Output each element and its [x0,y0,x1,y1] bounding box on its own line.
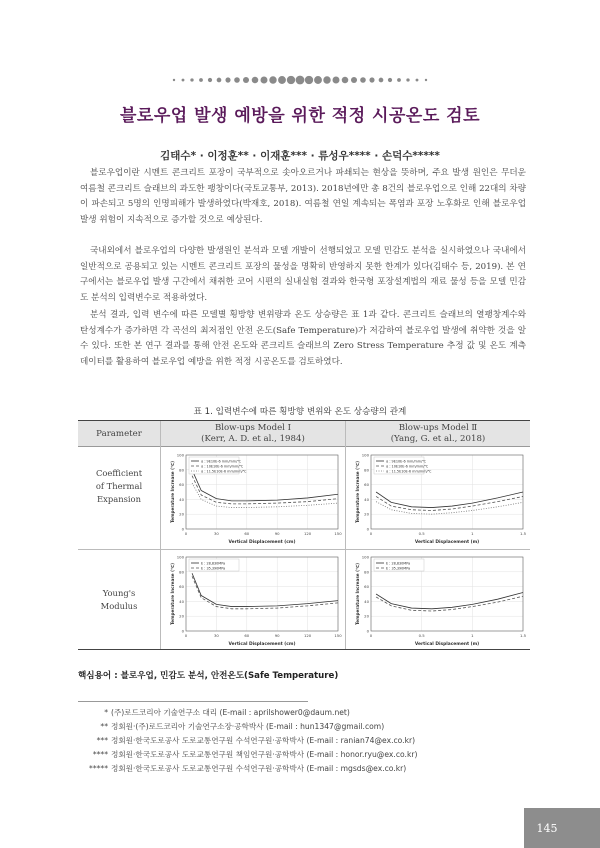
legend-label: α : 9E10E-6 mm/mm/℃ [386,459,427,464]
y-tick-label: 0 [366,526,369,532]
x-tick-label: 0 [369,633,373,638]
author-footnotes [78,706,417,776]
header-model-2 [345,421,530,447]
decorative-dot [351,77,357,83]
footnote-text: 정회원·한국도로공사 도로교통연구원 책임연구원·공학박사 (E-mail : honor.ryu@ex.co.kr) [111,750,418,759]
decorative-dot [225,77,230,82]
footnote-text: 정회원·한국도로공사 도로교통연구원 수석연구원·공학박사 (E-mail : ranian74@ex.co.kr) [111,736,416,745]
header-parameter: Parameter [96,429,142,439]
legend-label: α : 11.5E10E-6 mm/mm/℃ [201,469,247,474]
model-2-reference: (Yang, G. et al., 2018) [390,434,486,444]
x-tick-label: 120 [303,633,312,638]
y-tick-label: 40 [179,598,184,604]
decorative-dot [416,79,419,82]
x-tick-label: 1 [471,531,474,536]
decorative-dot [252,77,259,84]
y-tick-label: 100 [176,452,184,458]
author-list: 김태수* · 이정훈** · 이재훈*** · 류성우**** · 손덕수***** [160,150,440,162]
row-label-line: Coefficient [95,468,143,478]
decorative-dot [208,78,212,82]
decorative-dot [379,78,384,83]
footnote-mark: *** [96,736,108,745]
x-axis-label: Vertical Displacement (cm) [228,540,296,545]
series-line [192,483,338,507]
legend-label: E : 28,830MPa [201,561,226,566]
y-axis-label: Temperature Increase (℃) [170,460,175,524]
decorative-dot [323,76,330,83]
row-label-line: Expansion [97,494,141,504]
footnote-item [78,720,417,734]
decorative-dot [278,76,286,84]
legend-label: α : 11.5E10E-6 mm/mm/℃ [386,469,432,474]
y-tick-label: 20 [364,511,369,517]
decorative-dot [342,77,349,84]
x-tick-label: 150 [334,633,342,638]
y-tick-label: 60 [364,482,369,488]
row-label-thermal-expansion [78,467,160,506]
x-tick-label: 1 [471,633,474,638]
decorative-dot [406,78,409,81]
y-tick-label: 0 [181,628,184,634]
decorative-dot [190,78,193,81]
x-tick-label: 0 [184,531,188,536]
decorative-dot [305,76,313,84]
plot-model2-thermal-expansion [349,449,527,547]
y-tick-label: 40 [364,496,369,502]
y-tick-label: 80 [179,467,184,473]
decorative-dot [261,77,268,84]
y-tick-label: 100 [361,554,369,560]
column-divider [345,447,346,649]
x-tick-label: 0 [184,633,188,638]
legend-label: E : 35,390MPa [386,566,411,571]
y-tick-label: 40 [179,496,184,502]
y-axis-label: Temperature Increase (℃) [170,562,175,626]
decorative-dot [369,77,374,82]
keywords: 핵심용어 : 블로우업, 민감도 분석, 안전온도(Safe Temperature) [78,671,339,681]
row-label-youngs-modulus [78,587,160,613]
legend-label: α : 9E10E-6 mm/mm/℃ [201,459,242,464]
legend-label: E : 28,830MPa [386,561,411,566]
decorative-dot-row [0,74,600,86]
footnote-text: (주)로드코리아 기술연구소 대리 (E-mail : aprilshower0@daum.net) [111,708,350,717]
decorative-dot [333,77,340,84]
y-tick-label: 60 [179,584,184,590]
legend-label: E : 35,390MPa [201,566,226,571]
y-tick-label: 100 [176,554,184,560]
footnote-item [78,734,417,748]
y-tick-label: 20 [179,613,184,619]
decorative-dot [425,79,427,81]
decorative-dot [199,78,203,82]
header-model-1 [160,421,345,447]
y-tick-label: 20 [179,511,184,517]
decorative-dot [243,77,249,83]
decorative-dot [397,78,401,82]
y-tick-label: 0 [181,526,184,532]
y-tick-label: 80 [364,467,369,473]
x-tick-label: 0.5 [418,531,425,536]
body-paragraph-2: 국내외에서 블로우업의 다양한 발생원인 분석과 모델 개발이 선행되었고 모델 민감도 분석을 실시하였으나 국내에서 일반적으로 공용되고 있는 시멘트 콘크리트 포장의 물성을 명확히 반영하지 못한 한계가 있다(김태수 등, 2019). 본 연구에서는 블로우업 발생 구간에서 채취한 코어 시편의 실내실험 결과와 한국형 포장설계법의 재료 물성 등을 모델 민감도 분석의 입력변수로 적용하였다. [80,246,526,303]
footnote-divider [78,701,308,702]
x-tick-label: 0.5 [418,633,425,638]
plot-model2-youngs-modulus [349,551,527,649]
y-tick-label: 40 [364,598,369,604]
row-divider [78,549,530,550]
column-divider [160,447,161,649]
y-tick-label: 100 [361,452,369,458]
y-tick-label: 80 [179,569,184,575]
footnote-item [78,762,417,776]
decorative-dot [360,77,366,83]
y-tick-label: 60 [364,584,369,590]
decorative-dot [314,76,322,84]
y-tick-label: 60 [179,482,184,488]
series-line [192,470,338,501]
body-paragraph-3: 분석 결과, 입력 변수에 따른 모델별 횡방향 변위량과 온도 상승량은 표 1과 같다. 콘크리트 슬래브의 열팽창계수와 탄성계수가 증가하면 각 곡선의 최저점인 안전 온도(Safe Temperature)가 저감하여 블로우업 발생에 취약한 것을 알 수 있다. 또한 본 연구 결과를 통해 안전 온도와 콘크리트 슬래브의 Zero Stress Temperature 추정 값 및 온도 계측데이터를 활용하여 블로우업 예방을 위한 적정 시공온도를 검토하였다. [80,310,526,367]
model-1-reference: (Kerr, A. D. et al., 1984) [201,434,305,444]
decorative-dot [173,79,175,81]
y-tick-label: 20 [364,613,369,619]
decorative-dot [287,76,295,84]
footnote-text: 정회원·(주)로드코리아 기술연구소장·공학박사 (E-mail : hun1347@gmail.com) [111,722,385,731]
x-tick-label: 90 [274,633,280,638]
x-tick-label: 120 [303,531,312,536]
footnote-text: 정회원·한국도로공사 도로교통연구원 수석연구원·공학박사 (E-mail : mgsds@ex.co.kr) [111,764,407,773]
row-label-line: Young's [102,588,136,598]
x-tick-label: 60 [244,531,250,536]
row-label-line: of Thermal [95,481,143,491]
x-axis-label: Vertical Displacement (m) [414,642,480,647]
footnote-mark: ** [100,722,108,731]
decorative-dot [217,78,222,83]
x-tick-label: 30 [213,531,219,536]
body-paragraph-1: 블로우업이란 시멘트 콘크리트 포장이 국부적으로 솟아오르거나 파쇄되는 현상을 뜻하며, 주요 발생 원인은 무더운 여름철 콘크리트 슬래브의 과도한 팽창이다(국토교통부, 2013). 2018년에만 총 8건의 블로우업으로 인해 22대의 차량이 파손되고 5명의 인명피해가 발생하였다(박재호, 2018). 여름철 연일 계속되는 폭염과 포장 노후화로 인해 블로우업 발생 위험이 지속적으로 증가할 것으로 예상된다. [80,168,526,225]
results-table [78,420,530,650]
series-line [192,576,338,609]
footnote-item [78,706,417,720]
x-tick-label: 30 [213,633,219,638]
footnote-mark: * [104,708,108,717]
x-axis-label: Vertical Displacement (m) [414,540,480,545]
footnote-mark: **** [92,750,108,759]
plot-model1-youngs-modulus [164,551,342,649]
row-label-line: Modulus [100,601,138,611]
x-axis-label: Vertical Displacement (cm) [228,642,296,647]
x-tick-label: 0 [369,531,373,536]
paper-title: 블로우업 발생 예방을 위한 적정 시공온도 검토 [119,106,481,126]
page-number: 145 [536,822,558,835]
decorative-dot [234,77,240,83]
decorative-dot [269,76,276,83]
model-2-name: Blow-ups Model Ⅱ [398,423,478,433]
legend-label: α : 10E10E-6 mm/mm/℃ [201,464,244,469]
decorative-dot [182,79,185,82]
footnote-item [78,748,417,762]
y-tick-label: 0 [366,628,369,634]
decorative-dot [296,76,305,85]
table-caption: 표 1. 입력변수에 따른 횡방향 변위와 온도 상승량의 관계 [193,407,407,417]
footnote-mark: ***** [89,764,108,773]
y-axis-label: Temperature Increase (℃) [355,562,360,626]
x-tick-label: 1.5 [519,633,527,638]
legend-label: α : 10E10E-6 mm/mm/℃ [386,464,429,469]
plot-model1-thermal-expansion [164,449,342,547]
series-line [376,492,523,508]
decorative-dot [388,78,392,82]
y-tick-label: 80 [364,569,369,575]
y-axis-label: Temperature Increase (℃) [355,460,360,524]
x-tick-label: 60 [244,633,250,638]
series-line [376,593,523,609]
x-tick-label: 90 [274,531,280,536]
x-tick-label: 1.5 [519,531,527,536]
model-1-name: Blow-ups Model Ⅰ [214,423,292,433]
x-tick-label: 150 [334,531,342,536]
